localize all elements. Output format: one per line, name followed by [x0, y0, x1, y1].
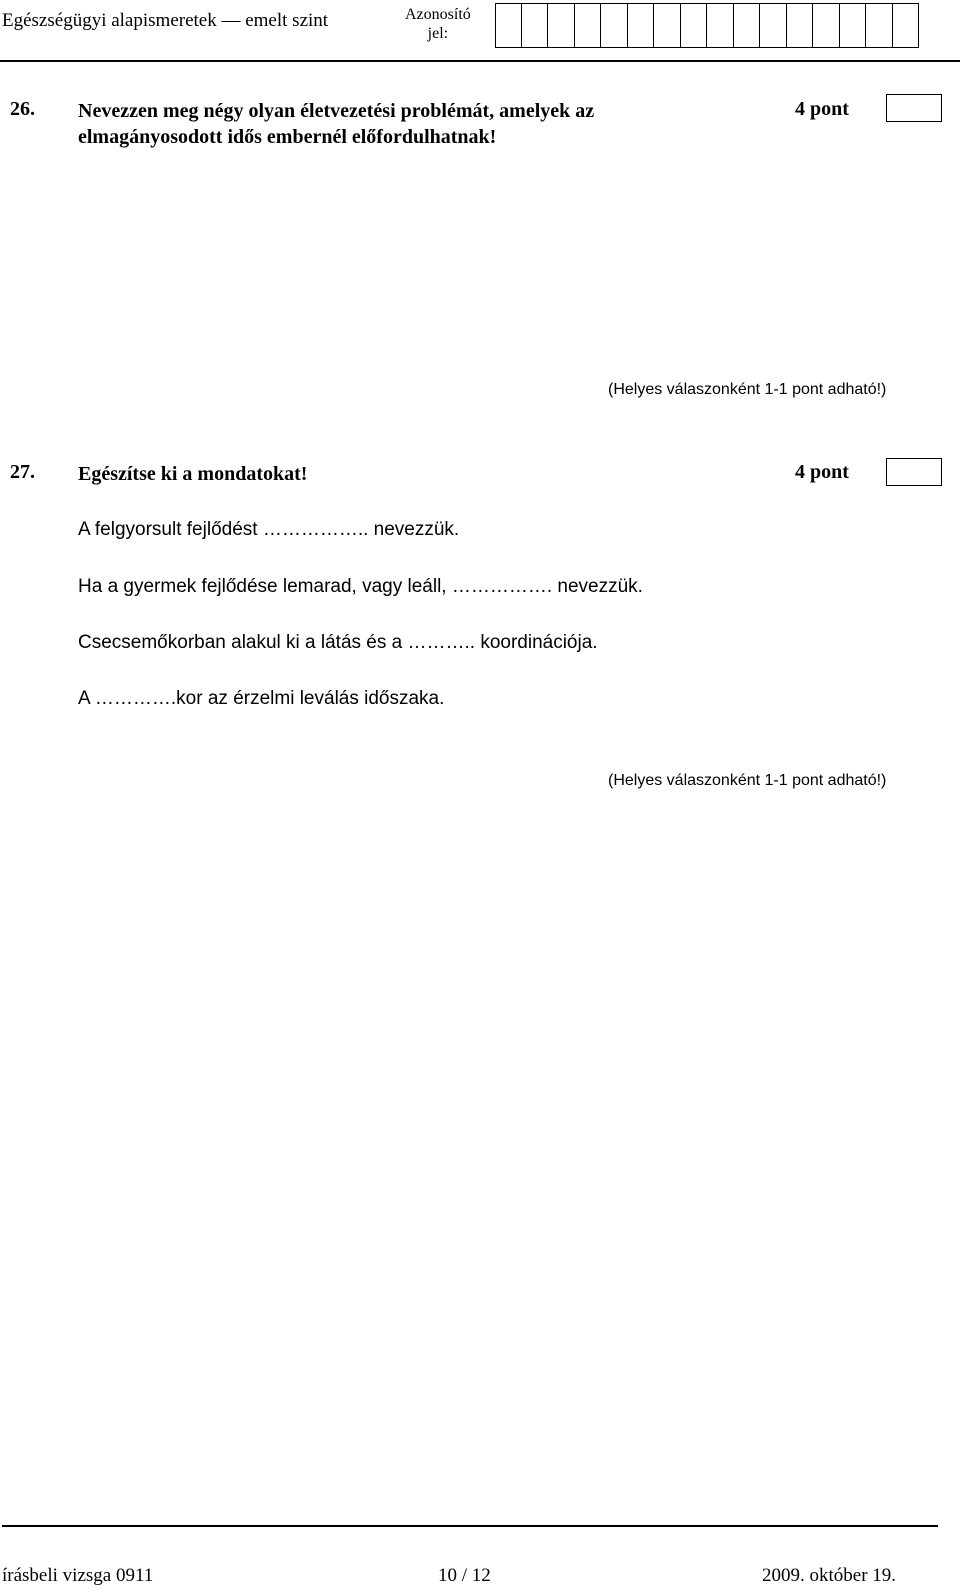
- q26-score-box[interactable]: [886, 94, 942, 122]
- id-label-line2: jel:: [427, 25, 449, 42]
- q27-text: Egészítse ki a mondatokat!: [78, 463, 308, 485]
- id-cell[interactable]: [866, 3, 893, 48]
- id-cell[interactable]: [813, 3, 840, 48]
- id-cell[interactable]: [734, 3, 761, 48]
- q26-text-line2: elmagányosodott idős embernél előfordulhatnak!: [78, 126, 497, 148]
- header-divider: [0, 60, 960, 62]
- q26-text-line1: Nevezzen meg négy olyan életvezetési problémát, amelyek az: [78, 100, 595, 122]
- q27-points: 4 pont: [795, 461, 849, 483]
- id-cell[interactable]: [707, 3, 734, 48]
- id-cell[interactable]: [522, 3, 549, 48]
- id-cell[interactable]: [575, 3, 602, 48]
- q27-score-box[interactable]: [886, 458, 942, 486]
- q26-number: 26.: [10, 98, 35, 120]
- q27-note: (Helyes válaszonként 1-1 pont adható!): [608, 772, 887, 789]
- id-label-line1: Azonosító: [405, 6, 471, 23]
- id-cell[interactable]: [760, 3, 787, 48]
- id-label: [405, 5, 471, 43]
- id-cell[interactable]: [840, 3, 867, 48]
- footer-divider: [2, 1525, 938, 1527]
- id-cell[interactable]: [787, 3, 814, 48]
- footer-left: írásbeli vizsga 0911: [2, 1565, 154, 1586]
- id-cell[interactable]: [628, 3, 655, 48]
- footer-date: 2009. október 19.: [762, 1565, 897, 1586]
- id-cell[interactable]: [681, 3, 708, 48]
- q26-points: 4 pont: [795, 98, 849, 120]
- id-cell[interactable]: [548, 3, 575, 48]
- id-cell[interactable]: [495, 3, 522, 48]
- q27-sentence-2: Ha a gyermek fejlődése lemarad, vagy leáll, ……………. nevezzük.: [78, 576, 643, 597]
- id-cell[interactable]: [893, 3, 920, 48]
- id-cell[interactable]: [654, 3, 681, 48]
- q26-note: (Helyes válaszonként 1-1 pont adható!): [608, 381, 887, 398]
- q27-number: 27.: [10, 461, 35, 483]
- q27-sentence-1: A felgyorsult fejlődést …………….. nevezzük.: [78, 519, 460, 540]
- header-title: Egészségügyi alapismeretek — emelt szint: [2, 10, 329, 31]
- q27-sentence-4: A ………….kor az érzelmi leválás időszaka.: [78, 688, 445, 709]
- id-code-grid[interactable]: [495, 3, 919, 48]
- q26-text: [78, 98, 594, 150]
- page-number: 10 / 12: [438, 1565, 491, 1586]
- id-cell[interactable]: [601, 3, 628, 48]
- q27-sentence-3: Csecsemőkorban alakul ki a látás és a ……….. koordinációja.: [78, 632, 598, 653]
